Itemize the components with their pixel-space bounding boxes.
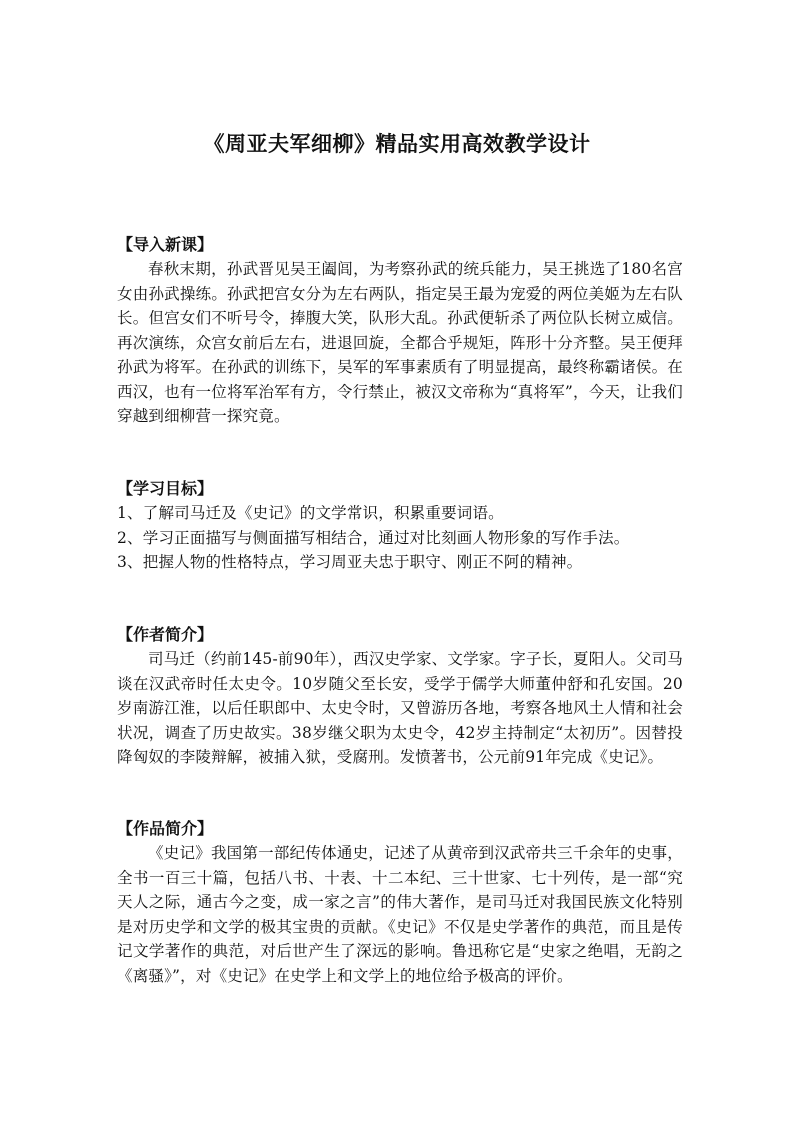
section-heading-work: 【作品简介】 bbox=[117, 819, 214, 838]
section-author bbox=[117, 623, 683, 770]
section-goals bbox=[117, 477, 683, 575]
section-paragraph-author: 司马迁（约前145-前90年），西汉史学家、文学家。字子长，夏阳人。父司马谈在汉武帝时任太史令。10岁随父至长安，受学于儒学大师董仲舒和孔安国。20岁南游江淮，以后任职郎中、太史令时，又曾游历各地，考察各地风土人情和社会状况，调查了历史故实。38岁继父职为太史令，42岁主持制定“太初历”。因替投降匈奴的李陵辩解，被捕入狱，受腐刑。发愤著书，公元前91年完成《史记》。 bbox=[117, 650, 683, 766]
section-work bbox=[117, 817, 683, 988]
section-heading-intro: 【导入新课】 bbox=[117, 235, 214, 254]
goal-item-2: 2、学习正面描写与侧面描写相结合，通过对比刻画人物形象的写作手法。 bbox=[117, 528, 630, 547]
section-intro bbox=[117, 233, 683, 429]
goal-item-1: 1、了解司马迁及《史记》的文学常识，积累重要词语。 bbox=[117, 504, 504, 522]
section-heading-goals: 【学习目标】 bbox=[117, 479, 214, 498]
section-paragraph-work: 《史记》我国第一部纪传体通史，记述了从黄帝到汉武帝共三千余年的史事，全书一百三十篇，包括八书、十表、十二本纪、三十世家、七十列传，是一部“究天人之际，通古今之变，成一家之言”的伟大著作，是司马迁对我国民族文化特别是对历史学和文学的极其宝贵的贡献。《史记》不仅是史学著作的典范，而且是传记文学著作的典范，对后世产生了深远的影响。鲁迅称它是“史家之绝唱，无韵之《离骚》”，对《史记》在史学上和文学上的地位给予极高的评价。 bbox=[117, 844, 683, 985]
section-paragraph-intro: 春秋末期，孙武晋见吴王阖闾，为考察孙武的统兵能力，吴王挑选了180名宫女由孙武操练。孙武把宫女分为左右两队，指定吴王最为宠爱的两位美姬为左右队长。但宫女们不听号令，捧腹大笑，队形大乱。孙武便斩杀了两位队长树立威信。再次演练，众宫女前后左右，进退回旋，全都合乎规矩，阵形十分齐整。吴王便拜孙武为将军。在孙武的训练下，吴军的军事素质有了明显提高，最终称霸诸侯。在西汉，也有一位将军治军有方，令行禁止，被汉文帝称为“真将军”，今天，让我们穿越到细柳营一探究竟。 bbox=[117, 260, 683, 425]
document-title: 《周亚夫军细柳》精品实用高效教学设计 bbox=[203, 131, 591, 156]
section-heading-author: 【作者简介】 bbox=[117, 625, 214, 644]
goal-item-3: 3、把握人物的性格特点，学习周亚夫忠于职守、刚正不阿的精神。 bbox=[117, 553, 583, 571]
